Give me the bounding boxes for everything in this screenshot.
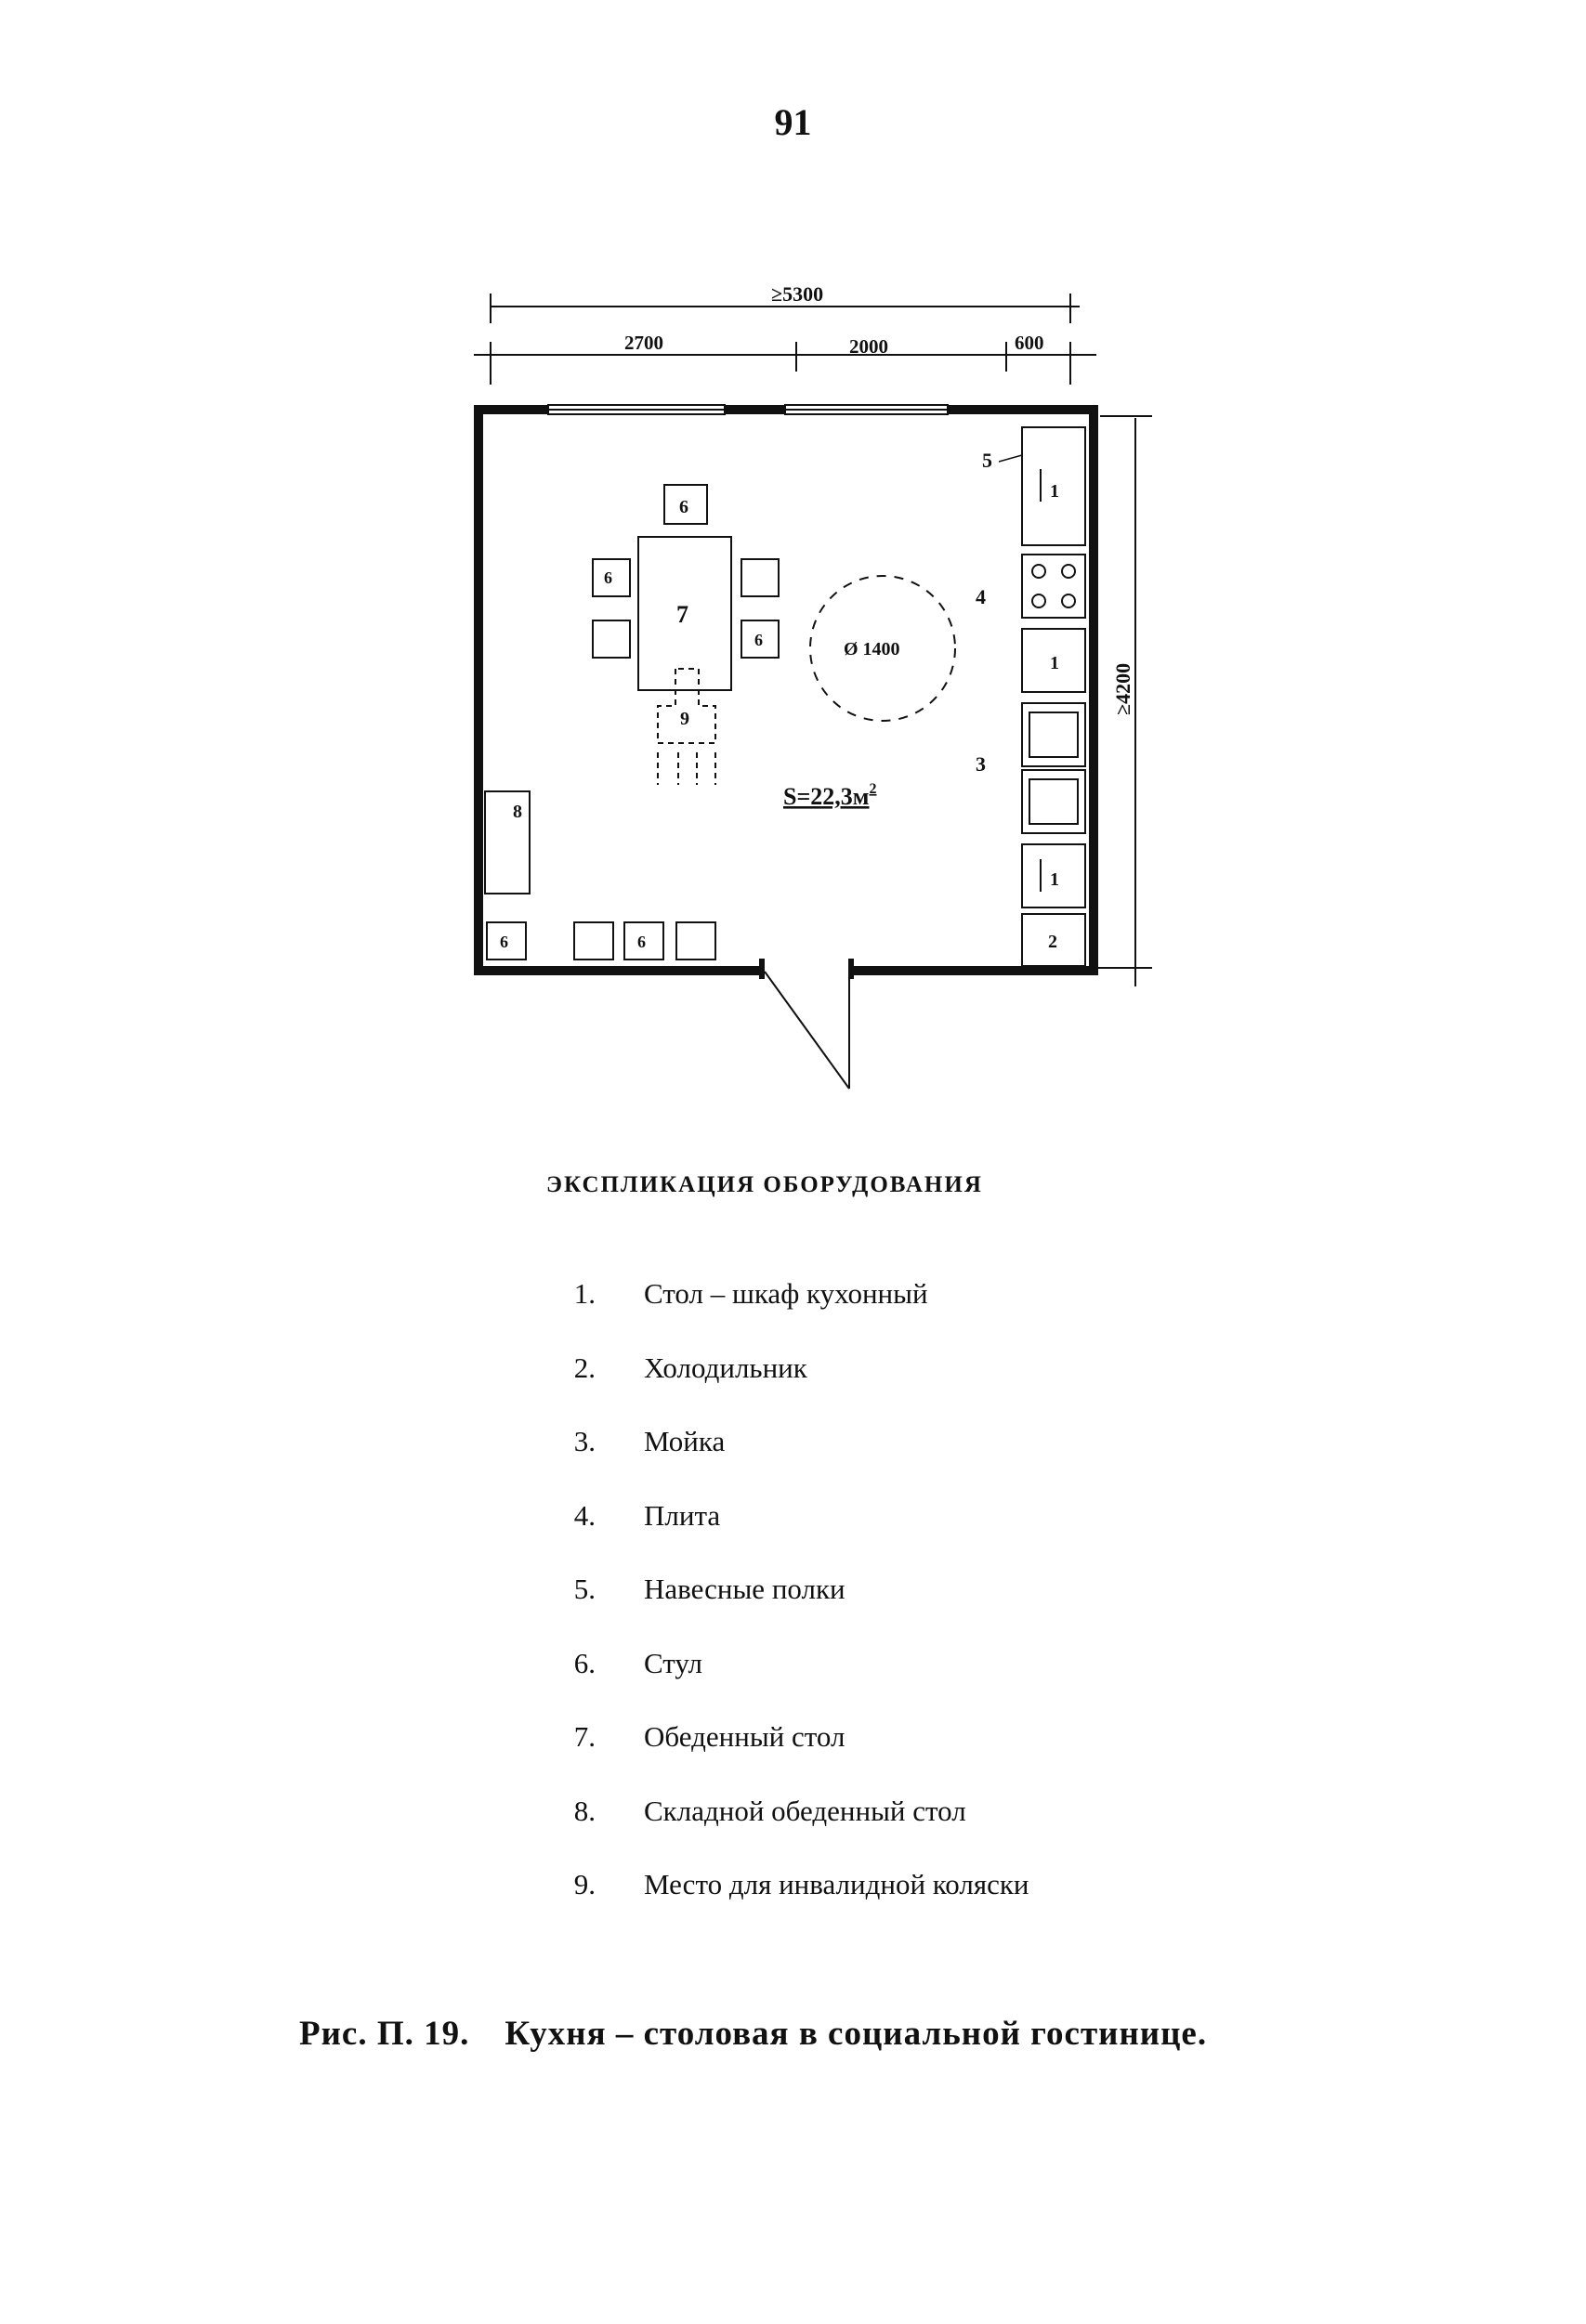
legend-label: Стол – шкаф кухонный: [644, 1277, 928, 1310]
figure-caption: [299, 2014, 1207, 2054]
figure-title: Кухня – столовая в социальной гостинице.: [505, 2015, 1208, 2053]
legend-item: [562, 1499, 1212, 1573]
legend-item: [562, 1277, 1212, 1351]
callout-cabinet-2: 1: [1050, 653, 1059, 673]
legend-label: Плита: [644, 1498, 721, 1532]
callout-wheelchair: 9: [680, 709, 689, 729]
legend-label: Холодильник: [644, 1351, 807, 1384]
room-walls: [474, 405, 1098, 979]
legend-label: Стул: [644, 1646, 703, 1679]
room-area-value: S=22,3м: [783, 783, 870, 810]
width-segment-1: 2700: [624, 332, 663, 354]
legend-item: [562, 1647, 1212, 1721]
equipment-legend: [562, 1277, 1212, 1942]
callout-chair-right: 6: [754, 631, 763, 649]
figure-number: Рис. П. 19.: [299, 2015, 470, 2053]
kitchen-floor-plan: [446, 269, 1152, 1105]
width-segment-2: 2000: [849, 335, 888, 358]
legend-item: [562, 1795, 1212, 1869]
page-number: 91: [774, 101, 812, 143]
legend-number: 7.: [573, 1720, 596, 1753]
callout-dining-table: 7: [676, 601, 688, 628]
legend-item: [562, 1351, 1212, 1426]
callout-fridge: 2: [1048, 932, 1057, 952]
legend-number: 1.: [573, 1277, 596, 1310]
bottom-chairs: [487, 922, 715, 960]
legend-item: [562, 1573, 1212, 1647]
legend-label: Место для инвалидной коляски: [644, 1868, 1029, 1900]
callout-chair-bottom-1: 6: [500, 933, 508, 951]
legend-label: Мойка: [644, 1425, 726, 1457]
callout-chair-left: 6: [604, 568, 612, 587]
door: [765, 972, 849, 1089]
legend-number: 9.: [573, 1868, 596, 1900]
callout-stove: 4: [976, 585, 986, 608]
legend-label: Складной обеденный стол: [644, 1794, 966, 1827]
room-area-label: [783, 781, 877, 810]
overall-height-label: ≥4200: [1111, 662, 1134, 715]
callout-chair-top: 6: [679, 497, 688, 517]
legend-label: Навесные полки: [644, 1573, 845, 1605]
legend-item: [562, 1868, 1212, 1942]
width-segment-3: 600: [1015, 332, 1044, 354]
legend-number: 8.: [573, 1794, 596, 1827]
callout-shelves: 5: [982, 449, 992, 472]
callout-cabinet-3: 1: [1050, 869, 1059, 890]
callout-folding-table: 8: [513, 802, 522, 822]
legend-number: 3.: [573, 1425, 596, 1457]
room-area-superscript: 2: [869, 781, 877, 797]
folding-table: [485, 791, 530, 894]
legend-number: 4.: [573, 1498, 596, 1532]
callout-chair-bottom-2: 6: [637, 933, 646, 951]
callout-cabinet-1: 1: [1050, 481, 1059, 502]
overall-width-label: ≥5300: [771, 282, 824, 306]
turning-diameter-label: Ø 1400: [844, 639, 900, 659]
legend-item: [562, 1720, 1212, 1795]
legend-number: 2.: [573, 1351, 596, 1384]
callout-sink: 3: [976, 752, 986, 776]
legend-item: [562, 1425, 1212, 1499]
legend-number: 5.: [573, 1573, 596, 1605]
legend-number: 6.: [573, 1646, 596, 1679]
legend-label: Обеденный стол: [644, 1720, 845, 1753]
legend-heading: ЭКСПЛИКАЦИЯ ОБОРУДОВАНИЯ: [546, 1172, 983, 1197]
